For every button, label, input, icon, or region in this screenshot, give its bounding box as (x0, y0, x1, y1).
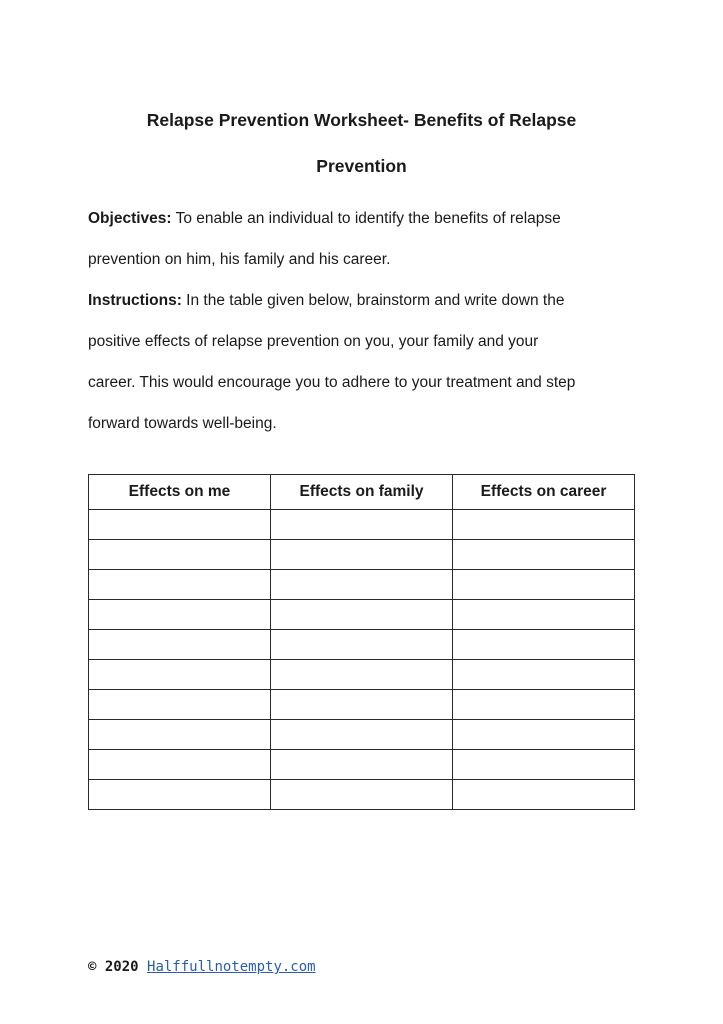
cell-effects-on-career[interactable] (453, 780, 635, 810)
footer-copyright: © 2020 (88, 959, 139, 975)
cell-effects-on-me[interactable] (89, 780, 271, 810)
page-title-line-2: Prevention (316, 156, 407, 176)
cell-effects-on-career[interactable] (453, 570, 635, 600)
cell-effects-on-family[interactable] (271, 630, 453, 660)
cell-effects-on-career[interactable] (453, 600, 635, 630)
table-body (89, 510, 635, 810)
cell-effects-on-career[interactable] (453, 720, 635, 750)
cell-effects-on-career[interactable] (453, 750, 635, 780)
cell-effects-on-family[interactable] (271, 600, 453, 630)
cell-effects-on-me[interactable] (89, 510, 271, 540)
objectives-text-1: To enable an individual to identify the benefits of relapse (171, 210, 561, 227)
table-row (89, 540, 635, 570)
cell-effects-on-me[interactable] (89, 690, 271, 720)
cell-effects-on-me[interactable] (89, 630, 271, 660)
header-effects-on-career: Effects on career (453, 475, 635, 510)
page-title-line-1: Relapse Prevention Worksheet- Benefits of Relapse (146, 110, 577, 130)
header-effects-on-me: Effects on me (89, 475, 271, 510)
cell-effects-on-family[interactable] (271, 540, 453, 570)
cell-effects-on-career[interactable] (453, 660, 635, 690)
cell-effects-on-family[interactable] (271, 570, 453, 600)
footer-website-link[interactable]: Halffullnotempty.com (147, 959, 316, 975)
cell-effects-on-family[interactable] (271, 720, 453, 750)
cell-effects-on-family[interactable] (271, 660, 453, 690)
instructions-text-1: In the table given below, brainstorm and write down the (181, 292, 565, 309)
objectives-line-2: prevention on him, his family and his career. (88, 251, 391, 268)
benefits-table (88, 474, 635, 810)
objectives-line-1 (88, 210, 561, 228)
table-row (89, 570, 635, 600)
cell-effects-on-me[interactable] (89, 750, 271, 780)
table-row (89, 630, 635, 660)
cell-effects-on-me[interactable] (89, 600, 271, 630)
table-row (89, 720, 635, 750)
cell-effects-on-career[interactable] (453, 690, 635, 720)
cell-effects-on-me[interactable] (89, 570, 271, 600)
cell-effects-on-me[interactable] (89, 660, 271, 690)
cell-effects-on-me[interactable] (89, 720, 271, 750)
table-row (89, 780, 635, 810)
table-row (89, 750, 635, 780)
cell-effects-on-career[interactable] (453, 540, 635, 570)
cell-effects-on-family[interactable] (271, 510, 453, 540)
instructions-line-1 (88, 292, 564, 310)
table-row (89, 660, 635, 690)
cell-effects-on-family[interactable] (271, 780, 453, 810)
cell-effects-on-family[interactable] (271, 690, 453, 720)
table-row (89, 600, 635, 630)
cell-effects-on-career[interactable] (453, 510, 635, 540)
table-row (89, 510, 635, 540)
instructions-line-3: career. This would encourage you to adhere to your treatment and step (88, 374, 576, 391)
footer (88, 959, 316, 975)
objectives-label: Objectives: (88, 210, 172, 227)
cell-effects-on-family[interactable] (271, 750, 453, 780)
cell-effects-on-career[interactable] (453, 630, 635, 660)
instructions-label: Instructions: (88, 292, 182, 309)
cell-effects-on-me[interactable] (89, 540, 271, 570)
instructions-line-2: positive effects of relapse prevention on you, your family and your (88, 333, 539, 350)
table-header-row (89, 475, 635, 510)
table-row (89, 690, 635, 720)
header-effects-on-family: Effects on family (271, 475, 453, 510)
instructions-line-4: forward towards well-being. (88, 415, 277, 432)
